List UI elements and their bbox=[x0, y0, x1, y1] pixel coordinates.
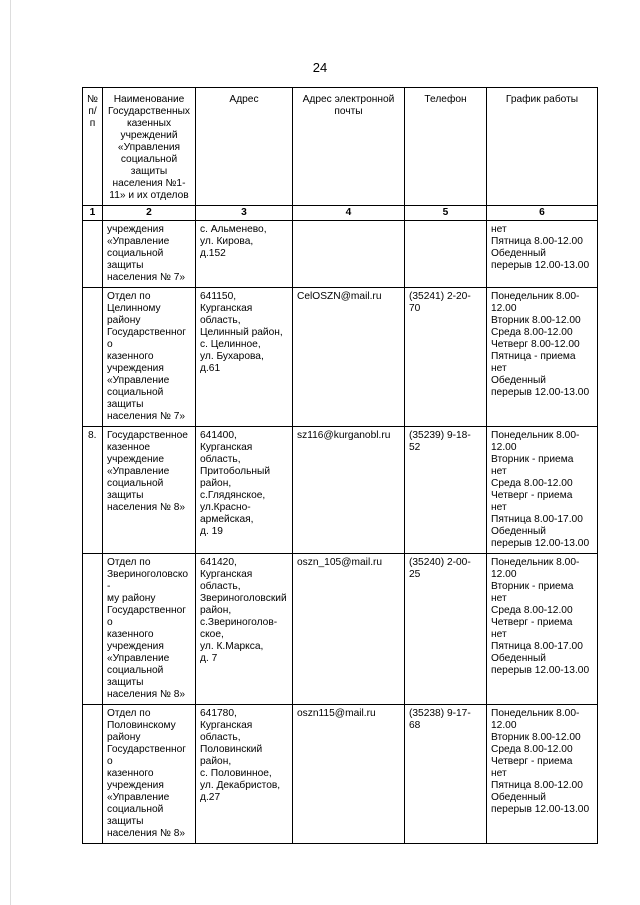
table-row bbox=[83, 705, 598, 844]
column-number: 5 bbox=[405, 206, 487, 221]
column-number: 6 bbox=[487, 206, 598, 221]
header-name: Наименование Государственных казенных учреждений «Управления социальной защиты населения №1- 11» и их отделов bbox=[103, 88, 196, 206]
row-number bbox=[83, 288, 103, 427]
institutions-table bbox=[82, 87, 598, 844]
institution-name: Государственное казенное учреждение «Управление социальной защиты населения № 8» bbox=[103, 427, 196, 554]
schedule: нет Пятница 8.00-12.00 Обеденный перерыв 12.00-13.00 bbox=[487, 221, 598, 288]
address: 641150, Курганская область, Целинный район, с. Целинное, ул. Бухарова, д.61 bbox=[196, 288, 293, 427]
institution-name: Отдел по Целинному району Государственного казенного учреждения «Управление социальной защиты населения № 7» bbox=[103, 288, 196, 427]
table-row bbox=[83, 554, 598, 705]
table-row bbox=[83, 427, 598, 554]
column-number: 2 bbox=[103, 206, 196, 221]
row-number bbox=[83, 705, 103, 844]
email: CelOSZN@mail.ru bbox=[293, 288, 405, 427]
phone: (35238) 9-17- 68 bbox=[405, 705, 487, 844]
column-number: 4 bbox=[293, 206, 405, 221]
institution-name: Отдел по Звериноголовско- му району Государственного казенного учреждения «Управление социальной защиты населения № 8» bbox=[103, 554, 196, 705]
phone bbox=[405, 221, 487, 288]
address: 641780, Курганская область, Половинский район, с. Половинное, ул. Декабристов, д.27 bbox=[196, 705, 293, 844]
column-number: 1 bbox=[83, 206, 103, 221]
header-address: Адрес bbox=[196, 88, 293, 206]
institution-name: учреждения «Управление социальной защиты населения № 7» bbox=[103, 221, 196, 288]
phone: (35240) 2-00- 25 bbox=[405, 554, 487, 705]
table-row bbox=[83, 221, 598, 288]
phone: (35241) 2-20- 70 bbox=[405, 288, 487, 427]
row-number bbox=[83, 554, 103, 705]
schedule: Понедельник 8.00- 12.00 Вторник - приема нет Среда 8.00-12.00 Четверг - приема нет Пятница 8.00-17.00 Обеденный перерыв 12.00-13.00 bbox=[487, 427, 598, 554]
email: oszn_105@mail.ru bbox=[293, 554, 405, 705]
institution-name: Отдел по Половинскому району Государственного казенного учреждения «Управление социальной защиты населения № 8» bbox=[103, 705, 196, 844]
email: sz116@kurganobl.ru bbox=[293, 427, 405, 554]
header-schedule: График работы bbox=[487, 88, 598, 206]
row-number: 8. bbox=[83, 427, 103, 554]
column-number-row bbox=[83, 206, 598, 221]
row-number bbox=[83, 221, 103, 288]
column-number: 3 bbox=[196, 206, 293, 221]
address: 641420, Курганская область, Звериноголовский район, с.Звериноголов- ское, ул. К.Маркса, д. 7 bbox=[196, 554, 293, 705]
schedule: Понедельник 8.00- 12.00 Вторник 8.00-12.00 Среда 8.00-12.00 Четверг 8.00-12.00 Пятница - приема нет Обеденный перерыв 12.00-13.00 bbox=[487, 288, 598, 427]
address: 641400, Курганская область, Притобольный район, с.Глядянское, ул.Красно- армейская, д. 19 bbox=[196, 427, 293, 554]
address: с. Альменево, ул. Кирова, д.152 bbox=[196, 221, 293, 288]
schedule: Понедельник 8.00- 12.00 Вторник - приема нет Среда 8.00-12.00 Четверг - приема нет Пятница 8.00-17.00 Обеденный перерыв 12.00-13.00 bbox=[487, 554, 598, 705]
header-number: № п/п bbox=[83, 88, 103, 206]
header-phone: Телефон bbox=[405, 88, 487, 206]
header-row bbox=[83, 88, 598, 206]
schedule: Понедельник 8.00- 12.00 Вторник 8.00-12.00 Среда 8.00-12.00 Четверг - приема нет Пятница 8.00-12.00 Обеденный перерыв 12.00-13.00 bbox=[487, 705, 598, 844]
email bbox=[293, 221, 405, 288]
email: oszn115@mail.ru bbox=[293, 705, 405, 844]
table-row bbox=[83, 288, 598, 427]
scan-edge bbox=[10, 0, 11, 905]
header-email: Адрес электронной почты bbox=[293, 88, 405, 206]
page-number: 24 bbox=[312, 60, 328, 75]
phone: (35239) 9-18- 52 bbox=[405, 427, 487, 554]
